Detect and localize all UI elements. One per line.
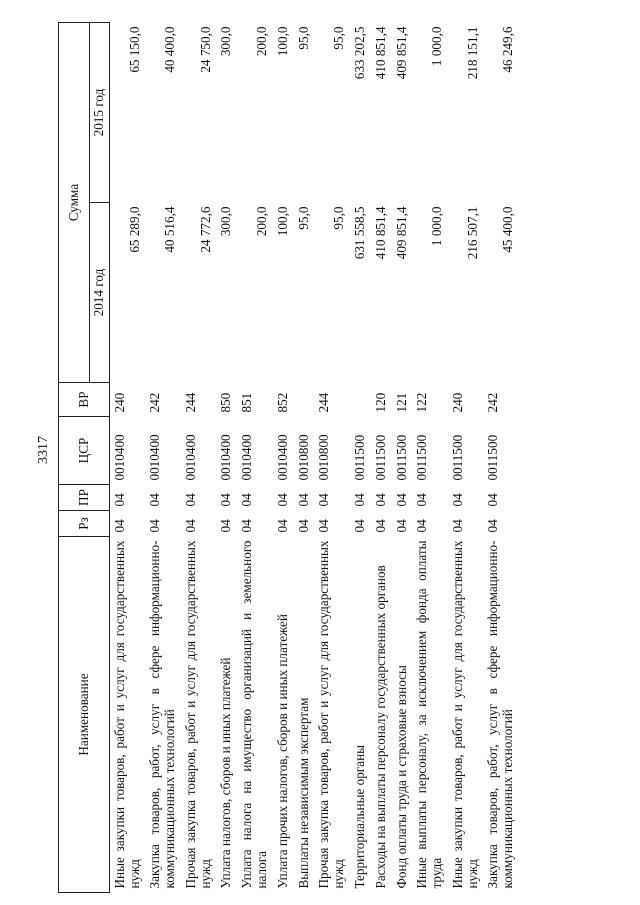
header-sum: Сумма [59,23,90,383]
row-name: Закупка товаров, работ, услуг в сфере информационно-коммуникационных технологий [147,540,178,889]
row-rz: 04 [393,519,409,533]
row-sum-2014: 300,0 [218,206,234,237]
row-sum-2015: 200,0 [254,26,270,57]
row-vr: 244 [182,392,198,413]
row-rz: 04 [414,519,430,533]
header-vr: ВР [59,383,110,417]
row-name: Территориальные органы [351,745,367,889]
row-pr: 04 [414,493,430,507]
row-sum-2014: 45 400,0 [500,206,516,253]
row-sum-2015: 300,0 [218,26,234,57]
row-rz: 04 [274,519,290,533]
row-sum-2014: 65 289,0 [126,206,142,253]
page-number: 3317 [36,436,51,464]
row-rz: 04 [449,519,465,533]
row-sum-2015: 1 000,0 [429,26,445,67]
row-sum-2014: 1 000,0 [429,206,445,247]
row-rz: 04 [316,519,332,533]
table-row [294,23,315,893]
row-csr: 0010800 [316,434,332,481]
row-csr: 0010400 [111,434,127,481]
row-sum-2015: 46 249,6 [500,26,516,73]
header-year-2014: 2014 год [90,203,110,383]
row-sum-2014: 40 516,4 [162,206,178,253]
row-rz: 04 [182,519,198,533]
row-pr: 04 [316,493,332,507]
row-sum-2014: 24 772,6 [197,206,213,253]
row-sum-2014: 631 558,5 [351,206,367,260]
row-csr: 0011500 [485,434,501,481]
row-name: Уплата налога на имущество организаций и земельного налога [239,540,270,889]
row-name: Выплаты независимым экспертам [295,697,311,889]
row-name: Прочая закупка товаров, работ и услуг для государственных нужд [182,540,213,889]
row-sum-2015: 410 851,4 [372,26,388,80]
row-sum-2015: 218 151,1 [464,26,480,80]
row-sum-2015: 24 750,0 [197,26,213,73]
row-name: Фонд оплаты труда и страховые взносы [393,665,409,889]
row-sum-2014: 410 851,4 [372,206,388,260]
row-vr: 242 [147,392,163,413]
row-sum-2014: 200,0 [254,206,270,237]
table-row [392,23,413,893]
row-vr [294,383,315,417]
row-vr: 121 [393,392,409,413]
row-vr: 240 [111,392,127,413]
row-name: Уплата прочих налогов, сборов и иных платежей [274,614,290,889]
table-row [109,23,145,893]
table-header [59,23,110,893]
row-name: Прочая закупка товаров, работ и услуг для государственных нужд [316,540,347,889]
header-year-2015: 2015 год [90,23,110,203]
row-sum-2015: 40 400,0 [162,26,178,73]
row-rz: 04 [485,519,501,533]
table-row [314,23,350,893]
row-pr: 04 [295,493,311,507]
row-vr: 120 [372,392,388,413]
row-sum-2015: 65 150,0 [126,26,142,73]
row-pr: 04 [147,493,163,507]
row-csr: 0010400 [239,434,255,481]
row-name: Иные закупки товаров, работ и услуг для государственных нужд [111,540,142,889]
row-pr: 04 [274,493,290,507]
table-row [371,23,392,893]
row-sum-2015: 95,0 [331,26,347,50]
row-csr: 0010400 [147,434,163,481]
row-sum-2014: 216 507,1 [464,206,480,260]
row-vr: 240 [449,392,465,413]
row-csr: 0011500 [393,434,409,481]
row-sum-2014: 95,0 [295,206,311,230]
header-csr: ЦСР [59,417,110,485]
table-row [448,23,484,893]
table-row [216,23,237,893]
row-csr: 0011500 [449,434,465,481]
row-sum-2015: 409 851,4 [393,26,409,80]
row-name: Иные закупки товаров, работ и услуг для государственных нужд [449,540,480,889]
table-row [483,23,519,893]
row-name: Иные выплаты персоналу, за исключением фонда оплаты труда [414,540,445,889]
row-pr: 04 [218,493,234,507]
row-vr: 852 [274,392,290,413]
row-pr: 04 [372,493,388,507]
row-rz: 04 [147,519,163,533]
row-vr: 244 [316,392,332,413]
row-rz: 04 [351,519,367,533]
row-pr: 04 [351,493,367,507]
header-name: Наименование [59,537,110,893]
table-row [181,23,217,893]
row-rz: 04 [218,519,234,533]
row-sum-2015: 100,0 [274,26,290,57]
row-csr: 0010800 [295,434,311,481]
row-vr: 242 [485,392,501,413]
row-csr: 0010400 [182,434,198,481]
row-pr: 04 [182,493,198,507]
table-row [145,23,181,893]
row-sum-2015: 633 202,5 [351,26,367,80]
table-body [109,23,519,893]
row-pr: 04 [449,493,465,507]
row-csr: 0011500 [372,434,388,481]
row-pr: 04 [485,493,501,507]
table-row [273,23,294,893]
row-rz: 04 [372,519,388,533]
row-rz: 04 [295,519,311,533]
row-csr: 0010400 [218,434,234,481]
row-name: Расходы на выплаты персоналу государственных органов [372,565,388,889]
row-pr: 04 [239,493,255,507]
row-csr: 0010400 [274,434,290,481]
row-csr: 0011500 [351,434,367,481]
row-vr [350,383,371,417]
row-vr: 122 [414,392,430,413]
row-rz: 04 [111,519,127,533]
header-pr: ПР [59,485,110,511]
table-row [412,23,448,893]
header-rz: Рз [59,511,110,537]
row-csr: 0011500 [414,434,430,481]
row-name: Уплата налогов, сборов и иных платежей [218,657,234,889]
row-pr: 04 [111,493,127,507]
row-sum-2014: 100,0 [274,206,290,237]
row-pr: 04 [393,493,409,507]
row-rz: 04 [239,519,255,533]
row-name: Закупка товаров, работ, услуг в сфере информационно-коммуникационных технологий [485,540,516,889]
row-vr: 851 [239,392,255,413]
table-row [350,23,371,893]
row-sum-2014: 95,0 [331,206,347,230]
row-sum-2014: 409 851,4 [393,206,409,260]
row-vr: 850 [218,392,234,413]
budget-table [58,22,519,893]
row-sum-2015: 95,0 [295,26,311,50]
table-row [237,23,273,893]
